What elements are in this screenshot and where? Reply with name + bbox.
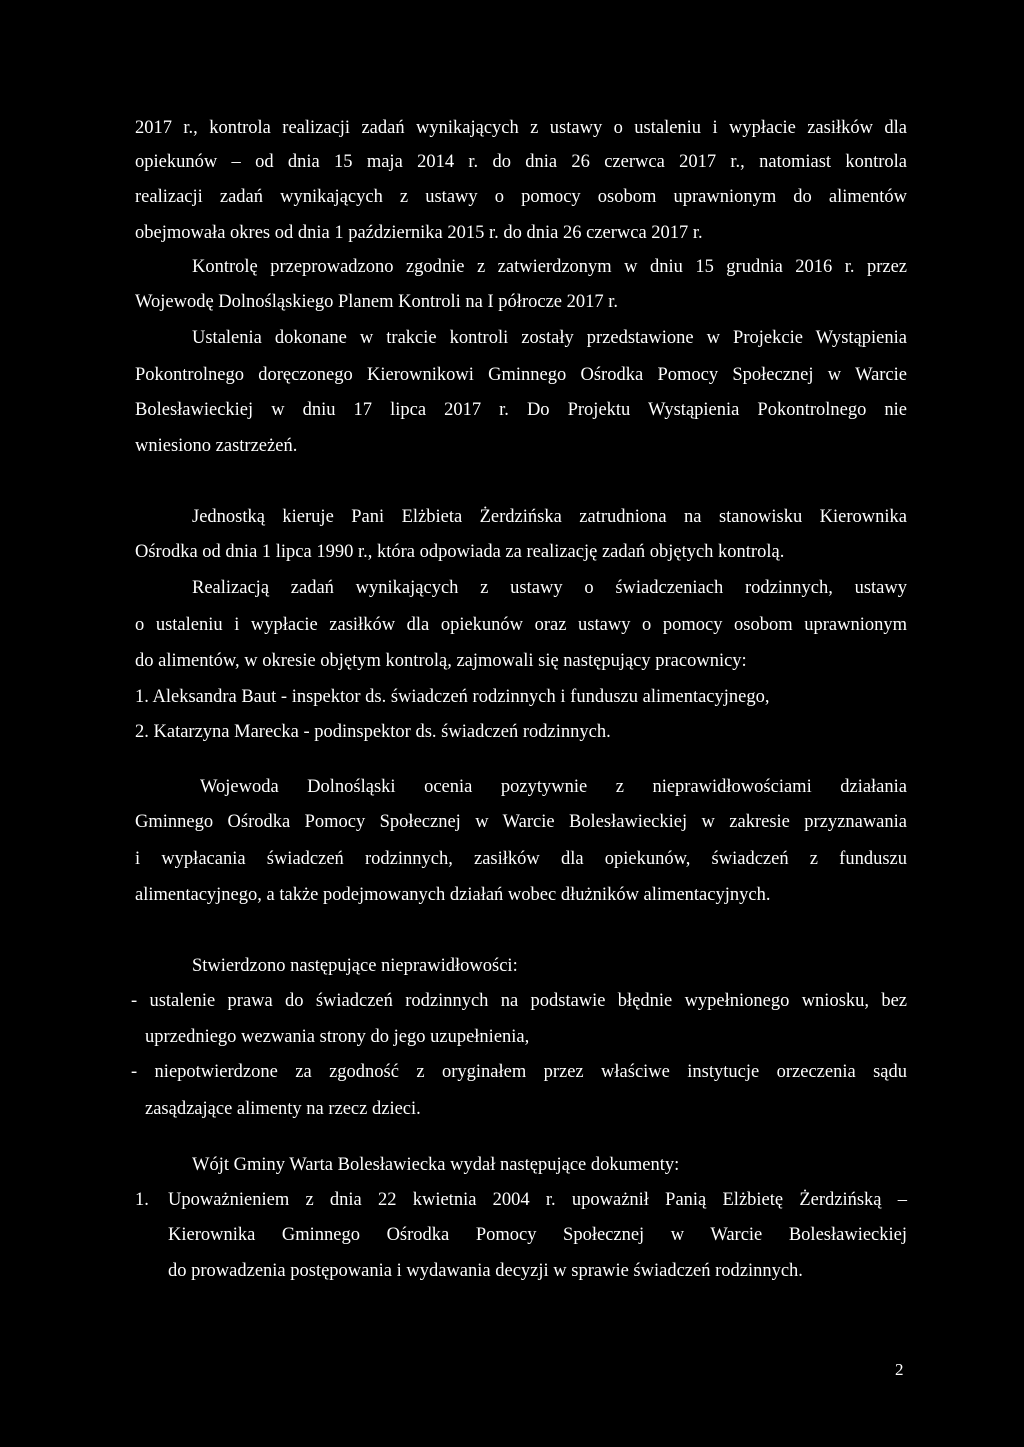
document-item-1-line-3: do prowadzenia postępowania i wydawania decyzji w sprawie świadczeń rodzinnych. xyxy=(168,1261,803,1281)
paragraph-4-line-1: Jednostką kieruje Pani Elżbieta Żerdzińska zatrudniona na stanowisku Kierownika xyxy=(192,507,907,527)
paragraph-1-line-3: realizacji zadań wynikających z ustawy o pomocy osobom uprawnionym do alimentów xyxy=(135,187,907,207)
paragraph-3-line-1: Ustalenia dokonane w trakcie kontroli zostały przedstawione w Projekcie Wystąpienia xyxy=(192,328,907,348)
paragraph-6-line-3: i wypłacania świadczeń rodzinnych, zasiłków dla opiekunów, świadczeń z funduszu xyxy=(135,849,907,869)
document-item-number: 1. xyxy=(135,1190,149,1210)
paragraph-4-line-2: Ośrodka od dnia 1 lipca 1990 r., która odpowiada za realizację zadań objętych kontrolą. xyxy=(135,542,785,562)
list-item: 2. Katarzyna Marecka - podinspektor ds. świadczeń rodzinnych. xyxy=(135,722,611,742)
paragraph-3-line-3: Bolesławieckiej w dniu 17 lipca 2017 r. Do Projektu Wystąpienia Pokontrolnego nie xyxy=(135,400,907,420)
paragraph-5-line-3: do alimentów, w okresie objętym kontrolą, zajmowali się następujący pracownicy: xyxy=(135,651,747,671)
paragraph-2-line-1: Kontrolę przeprowadzono zgodnie z zatwierdzonym w dniu 15 grudnia 2016 r. przez xyxy=(192,257,907,277)
paragraph-5-line-1: Realizacją zadań wynikających z ustawy o świadczeniach rodzinnych, ustawy xyxy=(192,578,907,598)
document-item-1-line-2: Kierownika Gminnego Ośrodka Pomocy Społecznej w Warcie Bolesławieckiej xyxy=(168,1225,907,1245)
paragraph-3-line-2: Pokontrolnego doręczonego Kierownikowi Gminnego Ośrodka Pomocy Społecznej w Warcie xyxy=(135,365,907,385)
page-number: 2 xyxy=(895,1360,904,1379)
paragraph-2-line-2: Wojewodę Dolnośląskiego Planem Kontroli na I półrocze 2017 r. xyxy=(135,292,619,312)
paragraph-6-line-2: Gminnego Ośrodka Pomocy Społecznej w Warcie Bolesławieckiej w zakresie przyznawania xyxy=(135,812,907,832)
irregularity-item-1-line-2: uprzedniego wezwania strony do jego uzupełnienia, xyxy=(145,1027,530,1047)
documents-heading: Wójt Gminy Warta Bolesławiecka wydał następujące dokumenty: xyxy=(192,1155,680,1175)
list-item: 1. Aleksandra Baut - inspektor ds. świadczeń rodzinnych i funduszu alimentacyjnego, xyxy=(135,687,770,707)
document-item-1-line-1: Upoważnieniem z dnia 22 kwietnia 2004 r. upoważnił Panią Elżbietę Żerdzińską – xyxy=(168,1190,907,1210)
paragraph-1-line-1: 2017 r., kontrola realizacji zadań wynikających z ustawy o ustaleniu i wypłacie zasiłków dla xyxy=(135,118,907,138)
paragraph-6-line-1: Wojewoda Dolnośląski ocenia pozytywnie z nieprawidłowościami działania xyxy=(200,777,907,797)
paragraph-5-line-2: o ustaleniu i wypłacie zasiłków dla opiekunów oraz ustawy o pomocy osobom uprawnionym xyxy=(135,615,907,635)
paragraph-1-line-2: opiekunów – od dnia 15 maja 2014 r. do dnia 26 czerwca 2017 r., natomiast kontrola xyxy=(135,152,907,172)
irregularity-item-2-line-2: zasądzające alimenty na rzecz dzieci. xyxy=(145,1099,421,1119)
irregularities-heading: Stwierdzono następujące nieprawidłowości: xyxy=(192,956,518,976)
irregularity-item-2-line-1: - niepotwierdzone za zgodność z oryginałem przez właściwe instytucje orzeczenia sądu xyxy=(131,1062,907,1082)
paragraph-6-line-4: alimentacyjnego, a także podejmowanych działań wobec dłużników alimentacyjnych. xyxy=(135,885,771,905)
paragraph-3-line-4: wniesiono zastrzeżeń. xyxy=(135,436,298,456)
irregularity-item-1-line-1: - ustalenie prawa do świadczeń rodzinnych na podstawie błędnie wypełnionego wniosku, bez xyxy=(131,991,907,1011)
paragraph-1-line-4: obejmowała okres od dnia 1 października 2015 r. do dnia 26 czerwca 2017 r. xyxy=(135,223,703,243)
